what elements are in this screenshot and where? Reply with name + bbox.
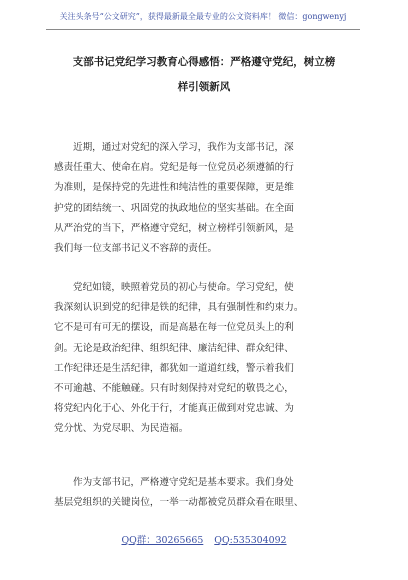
paragraph-line: 近期，通过对党纪的深入学习，我作为支部书记，深: [73, 142, 294, 153]
qq-contact-link[interactable]: QQ:535304092: [214, 535, 287, 546]
paragraph-line: 剑。无论是政治纪律、组织纪律、廉洁纪律、群众纪律、: [54, 342, 294, 354]
qq-group-link[interactable]: QQ群：30265665: [121, 535, 204, 546]
paragraph-line: 不可逾越、不能触碰。只有时刻保持对党纪的敬畏之心，: [54, 383, 294, 395]
paragraph-2: [54, 278, 354, 440]
paragraph-line: 党纪如镜，映照着党员的初心与使命。学习党纪，使: [73, 282, 294, 293]
title-line-2: 样引领新风: [177, 81, 231, 93]
paragraph-line: 护党的团结统一、巩固党的执政地位的坚实基础。在全面: [54, 202, 294, 214]
paragraph-line: 工作纪律还是生活纪律，都犹如一道道红线，警示着我们: [54, 362, 294, 374]
paragraph-1: [54, 138, 354, 259]
paragraph-line: 感责任重大、使命在肩。党纪是每一位党员必须遵循的行: [54, 162, 294, 174]
paragraph-line: 我深刻认识到党的纪律是铁的纪律，具有强制性和约束力。: [54, 302, 304, 314]
document-title: [40, 50, 368, 100]
header-text: 关注头条号“公文研究”，获得最新最全最专业的公文资料库！ 微信：gongwenyj: [59, 12, 347, 21]
paragraph-line: 党分忧、为党尽职、为民造福。: [54, 423, 189, 435]
paragraph-line: 为准则，是保持党的先进性和纯洁性的重要保障，更是维: [54, 182, 294, 194]
paragraph-line: 将党纪内化于心、外化于行，才能真正做到对党忠诚、为: [54, 403, 294, 415]
paragraph-line: 我们每一位支部书记义不容辞的责任。: [54, 243, 218, 255]
paragraph-line: 基层党组织的关键岗位，一举一动都被党员群众看在眼里、: [54, 497, 304, 509]
page-header: [46, 7, 360, 30]
paragraph-line: 它不是可有可无的摆设，而是高悬在每一位党员头上的利: [54, 322, 294, 334]
page-footer: [0, 532, 408, 546]
paragraph-3: [54, 473, 354, 513]
paragraph-line: 作为支部书记，严格遵守党纪是基本要求。我们身处: [73, 477, 294, 488]
title-line-1: 支部书记党纪学习教育心得感悟：严格遵守党纪，树立榜: [72, 56, 336, 68]
paragraph-line: 从严治党的当下，严格遵守党纪，树立榜样引领新风，是: [54, 222, 294, 234]
